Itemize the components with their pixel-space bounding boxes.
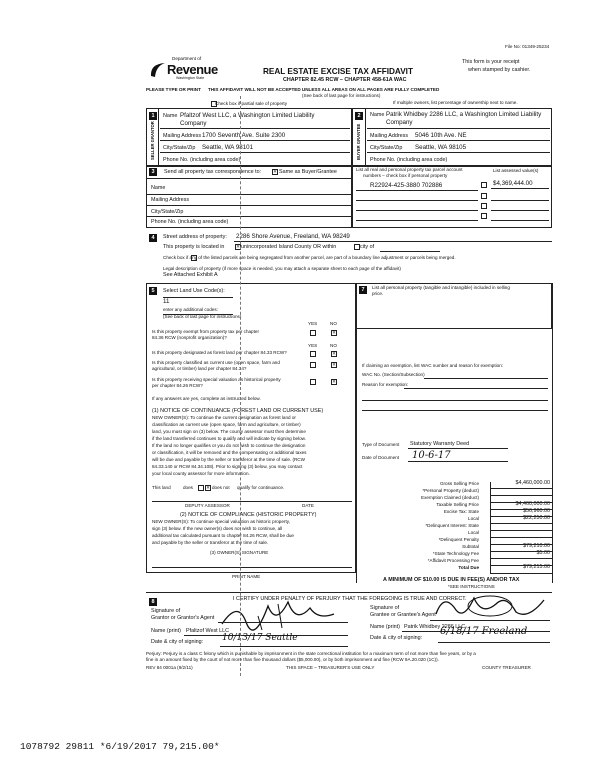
seller-name-cont[interactable]: Company (180, 120, 207, 127)
segregated-checkbox[interactable] (191, 255, 197, 261)
parcel-number[interactable]: R22924-425-3880 702886 (370, 182, 443, 189)
tax-calculation-table: Gross Selling Price $4,460,000.00 *Personal Property (deduct) Exemption Claimed (deduct) Taxable Selling Price $4,460,000.00 Excise Tax: State $56,960.00 Local $22,250.00 *Delinquent Interest: State Local *Delinquent Penalty Subtotal $79,210.00 *State Technology Fee $5.00 *Affidavit Processing Fee Total Due $79,215.00 (421, 480, 550, 570)
grantor-printed-name[interactable]: Pfaltzof West LLC (186, 628, 230, 634)
gross-selling-price: $4,460,000.00 (515, 480, 550, 486)
chapter-reference: CHAPTER 82.45 RCW – CHAPTER 458-61A WAC (283, 77, 407, 83)
document-date[interactable]: 10-6-17 (412, 450, 451, 461)
grantor-date-city[interactable]: 10/13/17 Seattle (222, 633, 298, 643)
does-checkbox[interactable] (198, 485, 204, 491)
treasurer-use-note: THIS SPACE – TREASURER'S USE ONLY (286, 665, 375, 670)
file-number: File No: 01349-25234 (505, 44, 550, 49)
see-instructions: (See back of last page for instructions) (302, 93, 381, 98)
cashier-receipt-stamp: 1078792 29811 *6/19/2017 79,215.00* (20, 741, 220, 752)
grantee-printed-name[interactable]: Patrik Whidbey 2286 LLC (404, 624, 466, 630)
grantor-signature-scribble[interactable] (218, 596, 338, 632)
owner-signature-label: (3) OWNER(S) SIGNATURE (210, 550, 269, 555)
section-3-badge: 3 (149, 168, 157, 176)
legal-description[interactable]: See Attached Exhibit A (163, 272, 218, 278)
buyer-name[interactable]: Patrik Whidbey 2286 LLC, a Washington Limited Liability (386, 111, 542, 118)
notice-compliance-title: (2) NOTICE OF COMPLIANCE (HISTORIC PROPERTY) (180, 512, 317, 518)
corr-city-field[interactable]: City/State/Zip (151, 209, 184, 215)
current-use-yes-checkbox[interactable] (310, 362, 316, 368)
seller-city[interactable]: Seattle, WA 98101 (202, 144, 254, 151)
assessed-value[interactable]: $4,369,444.00 (493, 180, 533, 187)
corr-name-field[interactable]: Name (151, 185, 166, 191)
seller-name[interactable]: Pfaltzof West LLC, a Washington Limited Liability (180, 112, 315, 119)
partial-sale-label: Check box if partial sale of property (215, 101, 288, 106)
taxable-selling-price: $4,460,000.00 (515, 501, 550, 507)
document-type[interactable]: Statutory Warranty Deed (410, 441, 470, 447)
total-due: $79,215.00 (523, 564, 550, 570)
not-accepted-warning: THIS AFFIDAVIT WILL NOT BE ACCEPTED UNLESS ALL AREAS ON ALL PAGES ARE FULLY COMPLETED (208, 87, 440, 92)
forest-no-checkbox[interactable]: ✕ (332, 351, 336, 356)
buyer-city[interactable]: Seattle, WA 98105 (415, 144, 467, 151)
receipt-note-2: when stamped by cashier. (468, 67, 531, 73)
section-4-badge: 4 (149, 234, 157, 242)
buyer-side-label: BUYER GRANTEE (356, 123, 361, 160)
notice-continuance-title: (1) NOTICE OF CONTINUANCE (FOREST LAND OR CURRENT USE) (152, 408, 324, 414)
street-address[interactable]: 2286 Shore Avenue, Freeland, WA 98249 (236, 233, 350, 240)
minimum-fee-note: A MINIMUM OF $10.00 IS DUE IN FEE(S) AND/OR TAX (383, 577, 520, 583)
certification-statement: I CERTIFY UNDER PENALTY OF PERJURY THAT THE FOREGOING IS TRUE AND CORRECT. (233, 596, 467, 602)
grantee-signature-scribble[interactable] (430, 590, 550, 622)
revenue-swoosh-icon (148, 60, 168, 80)
section-5-badge: 5 (149, 287, 157, 295)
section-7-badge: 7 (359, 286, 367, 294)
form-revision: REV 84 0001a (9/2/11) (146, 665, 193, 670)
buyer-name-cont[interactable]: Company (386, 119, 413, 126)
same-as-buyer-checkbox[interactable]: ✕ (273, 169, 277, 174)
exempt-yes-checkbox[interactable] (310, 330, 316, 336)
historic-no-checkbox[interactable]: ✕ (332, 379, 336, 384)
department-of-revenue-logo: Department of Revenue Washington State (148, 56, 212, 86)
see-instructions-note: *SEE INSTRUCTIONS (448, 584, 495, 589)
corr-mailing-field[interactable]: Mailing Address (151, 197, 190, 203)
excise-tax-state: $56,960.00 (523, 508, 550, 514)
unincorporated-checkbox[interactable]: ✕ (236, 244, 240, 249)
receipt-note-1: This form is your receipt (462, 59, 520, 65)
section-8-badge: 8 (149, 598, 157, 606)
seller-side-label: SELLER GRANTOR (150, 121, 155, 160)
exempt-no-checkbox[interactable]: ✕ (332, 330, 336, 335)
print-name-label: PRINT NAME (232, 574, 261, 579)
does-not-checkbox[interactable]: ✕ (206, 485, 210, 490)
form-title: REAL ESTATE EXCISE TAX AFFIDAVIT (263, 67, 413, 76)
seller-mailing[interactable]: 1700 Seventh Ave. Suite 2300 (202, 132, 286, 139)
current-use-no-checkbox[interactable]: ✕ (332, 362, 336, 367)
multiple-owners-note: If multiple owners, list percentage of ownership next to name. (393, 100, 518, 105)
section-2-badge: 2 (355, 112, 363, 120)
forest-yes-checkbox[interactable] (310, 351, 316, 357)
excise-tax-local: $22,250.00 (523, 515, 550, 521)
buyer-phone[interactable]: Phone No. (including area code) (370, 157, 448, 163)
corr-phone-field[interactable]: Phone No. (including area code) (151, 219, 229, 225)
perjury-warning: Perjury: Perjury is a class C felony which is punishable by imprisonment in the state correctional institution for a maximum term of not more than five years, or by a (146, 651, 476, 656)
personal-property-checkbox[interactable] (481, 182, 487, 188)
perjury-warning-cont: fine in an amount fixed by the court of not more than five thousand dollars ($5,000.00), or by both imprisonment and fine (RCW 9A.20.020 (1C)). (146, 657, 439, 662)
scan-artifact-line (240, 96, 241, 676)
land-use-code[interactable]: 11 (163, 298, 170, 305)
subtotal: $79,210.00 (523, 543, 550, 549)
section-1-badge: 1 (149, 112, 157, 120)
please-type-note: PLEASE TYPE OR PRINT (146, 87, 201, 92)
state-technology-fee: $5.00 (536, 550, 550, 556)
county-treasurer-label: COUNTY TREASURER (482, 665, 531, 670)
historic-yes-checkbox[interactable] (310, 379, 316, 385)
grantee-date-city[interactable]: 6/18/17 Freeland (440, 626, 528, 637)
seller-phone[interactable]: Phone No. (including area code) (163, 157, 241, 163)
buyer-mailing[interactable]: 5046 10th Ave. NE (415, 132, 467, 139)
